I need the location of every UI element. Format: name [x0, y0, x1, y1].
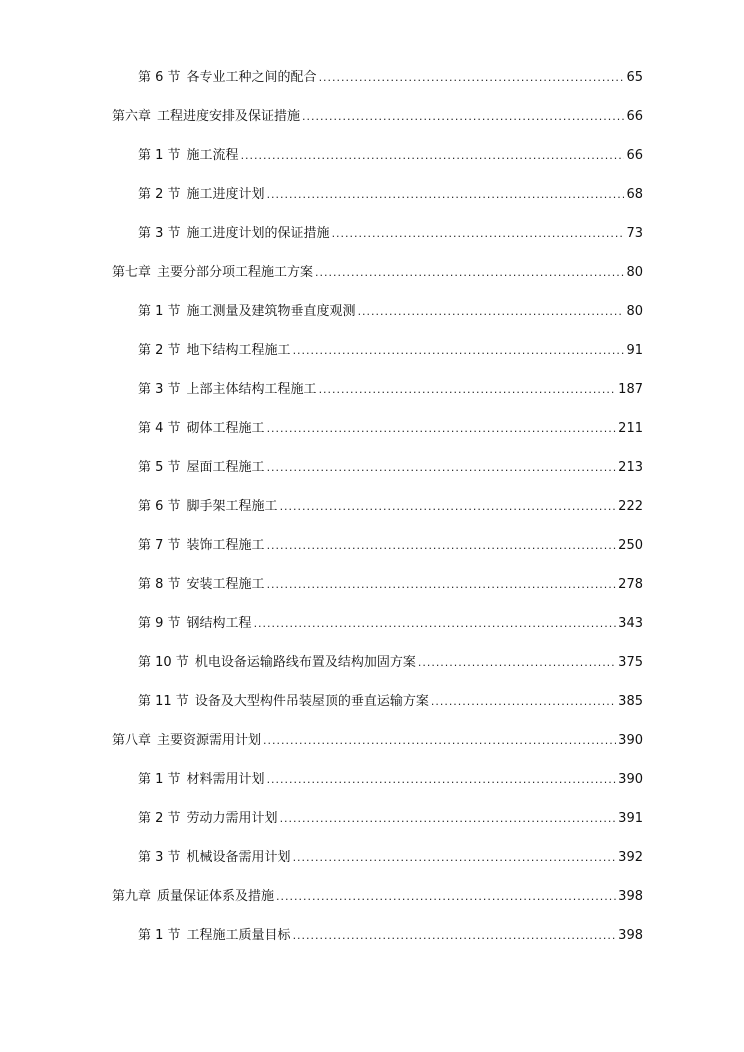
entry-number: 第 9 节: [138, 616, 181, 631]
entry-title: 钢结构工程: [186, 616, 252, 631]
dot-leader: [293, 845, 617, 871]
toc-section-entry[interactable]: [112, 377, 643, 416]
entry-number: 第 3 节: [138, 226, 181, 241]
entry-page-number: 375: [618, 655, 643, 670]
entry-label: [112, 728, 261, 754]
entry-title: 屋面工程施工: [186, 460, 265, 475]
toc-section-entry[interactable]: [112, 494, 643, 533]
entry-number: 第 5 节: [138, 460, 181, 475]
dot-leader: [358, 299, 625, 325]
toc-section-entry[interactable]: [112, 533, 643, 572]
dot-leader: [280, 494, 617, 520]
entry-number: 第九章: [112, 889, 152, 904]
entry-page-number: 222: [618, 499, 643, 514]
dot-leader: [263, 728, 616, 754]
toc-section-entry[interactable]: [112, 689, 643, 728]
dot-leader: [280, 806, 617, 832]
entry-page-number: 65: [626, 70, 643, 85]
entry-number: 第 1 节: [138, 304, 181, 319]
toc-section-entry[interactable]: [112, 338, 643, 377]
table-of-contents: [112, 65, 643, 962]
entry-page-number: 80: [626, 265, 643, 280]
entry-number: 第 1 节: [138, 772, 181, 787]
entry-title: 质量保证体系及措施: [157, 889, 275, 904]
entry-page-number: 187: [618, 382, 643, 397]
entry-label: [138, 845, 291, 871]
entry-title: 施工测量及建筑物垂直度观测: [186, 304, 356, 319]
dot-leader: [267, 533, 617, 559]
entry-number: 第 3 节: [138, 850, 181, 865]
dot-leader: [319, 65, 625, 91]
entry-title: 主要分部分项工程施工方案: [157, 265, 314, 280]
entry-page-number: 392: [618, 850, 643, 865]
dot-leader: [267, 572, 617, 598]
entry-number: 第 2 节: [138, 811, 181, 826]
entry-page-number: 73: [626, 226, 643, 241]
entry-number: 第八章: [112, 733, 152, 748]
entry-title: 材料需用计划: [186, 772, 265, 787]
entry-label: [138, 533, 265, 559]
entry-label: [138, 572, 265, 598]
entry-number: 第 10 节: [138, 655, 189, 670]
entry-page-number: 66: [626, 148, 643, 163]
entry-title: 施工进度计划: [186, 187, 265, 202]
toc-section-entry[interactable]: [112, 416, 643, 455]
entry-title: 砌体工程施工: [186, 421, 265, 436]
entry-page-number: 398: [618, 928, 643, 943]
entry-label: [138, 650, 416, 676]
entry-page-number: 211: [618, 421, 643, 436]
entry-number: 第 7 节: [138, 538, 181, 553]
entry-page-number: 398: [618, 889, 643, 904]
entry-page-number: 343: [618, 616, 643, 631]
entry-label: [138, 143, 239, 169]
dot-leader: [254, 611, 617, 637]
dot-leader: [332, 221, 625, 247]
entry-number: 第 4 节: [138, 421, 181, 436]
entry-label: [138, 689, 429, 715]
entry-label: [138, 494, 278, 520]
entry-number: 第 6 节: [138, 499, 181, 514]
dot-leader: [302, 104, 624, 130]
entry-label: [112, 104, 300, 130]
toc-section-entry[interactable]: [112, 611, 643, 650]
entry-label: [112, 884, 274, 910]
toc-section-entry[interactable]: [112, 572, 643, 611]
toc-section-entry[interactable]: [112, 650, 643, 689]
entry-number: 第 1 节: [138, 148, 181, 163]
entry-page-number: 390: [618, 733, 643, 748]
dot-leader: [319, 377, 617, 403]
dot-leader: [315, 260, 624, 286]
toc-chapter-entry[interactable]: [112, 260, 643, 299]
entry-title: 脚手架工程施工: [186, 499, 278, 514]
entry-page-number: 391: [618, 811, 643, 826]
toc-chapter-entry[interactable]: [112, 728, 643, 767]
entry-title: 各专业工种之间的配合: [186, 70, 317, 85]
toc-section-entry[interactable]: [112, 182, 643, 221]
dot-leader: [267, 416, 617, 442]
entry-number: 第 3 节: [138, 382, 181, 397]
toc-section-entry[interactable]: [112, 221, 643, 260]
dot-leader: [267, 767, 617, 793]
entry-title: 装饰工程施工: [186, 538, 265, 553]
entry-page-number: 66: [626, 109, 643, 124]
entry-title: 上部主体结构工程施工: [186, 382, 317, 397]
entry-label: [138, 338, 291, 364]
dot-leader: [267, 455, 617, 481]
toc-section-entry[interactable]: [112, 767, 643, 806]
entry-number: 第 2 节: [138, 343, 181, 358]
entry-title: 施工进度计划的保证措施: [186, 226, 330, 241]
toc-section-entry[interactable]: [112, 143, 643, 182]
entry-title: 施工流程: [186, 148, 239, 163]
entry-title: 工程进度安排及保证措施: [157, 109, 301, 124]
entry-label: [138, 299, 356, 325]
toc-chapter-entry[interactable]: [112, 884, 643, 923]
entry-title: 工程施工质量目标: [186, 928, 291, 943]
toc-chapter-entry[interactable]: [112, 104, 643, 143]
toc-section-entry[interactable]: [112, 299, 643, 338]
entry-number: 第 8 节: [138, 577, 181, 592]
entry-label: [112, 260, 313, 286]
dot-leader: [276, 884, 616, 910]
entry-number: 第 6 节: [138, 70, 181, 85]
entry-label: [138, 611, 252, 637]
entry-number: 第 2 节: [138, 187, 181, 202]
entry-number: 第六章: [112, 109, 152, 124]
dot-leader: [267, 182, 625, 208]
dot-leader: [431, 689, 616, 715]
entry-number: 第 1 节: [138, 928, 181, 943]
entry-title: 机电设备运输路线布置及结构加固方案: [194, 655, 416, 670]
entry-page-number: 91: [626, 343, 643, 358]
toc-section-entry[interactable]: [112, 455, 643, 494]
entry-label: [138, 221, 330, 247]
toc-section-entry[interactable]: [112, 845, 643, 884]
dot-leader: [293, 338, 625, 364]
entry-label: [138, 806, 278, 832]
entry-page-number: 390: [618, 772, 643, 787]
entry-page-number: 385: [618, 694, 643, 709]
entry-title: 安装工程施工: [186, 577, 265, 592]
entry-page-number: 80: [626, 304, 643, 319]
entry-label: [138, 377, 317, 403]
entry-page-number: 213: [618, 460, 643, 475]
entry-title: 主要资源需用计划: [157, 733, 262, 748]
entry-label: [138, 416, 265, 442]
dot-leader: [293, 923, 617, 949]
entry-number: 第七章: [112, 265, 152, 280]
entry-title: 设备及大型构件吊装屋顶的垂直运输方案: [194, 694, 429, 709]
entry-label: [138, 455, 265, 481]
entry-title: 机械设备需用计划: [186, 850, 291, 865]
dot-leader: [241, 143, 625, 169]
entry-number: 第 11 节: [138, 694, 189, 709]
entry-page-number: 68: [626, 187, 643, 202]
toc-section-entry[interactable]: [112, 806, 643, 845]
entry-label: [138, 923, 291, 949]
entry-title: 地下结构工程施工: [186, 343, 291, 358]
entry-label: [138, 65, 317, 91]
entry-label: [138, 182, 265, 208]
entry-page-number: 278: [618, 577, 643, 592]
entry-title: 劳动力需用计划: [186, 811, 278, 826]
entry-page-number: 250: [618, 538, 643, 553]
dot-leader: [418, 650, 616, 676]
entry-label: [138, 767, 265, 793]
toc-section-entry[interactable]: [112, 923, 643, 962]
toc-section-entry[interactable]: [112, 65, 643, 104]
